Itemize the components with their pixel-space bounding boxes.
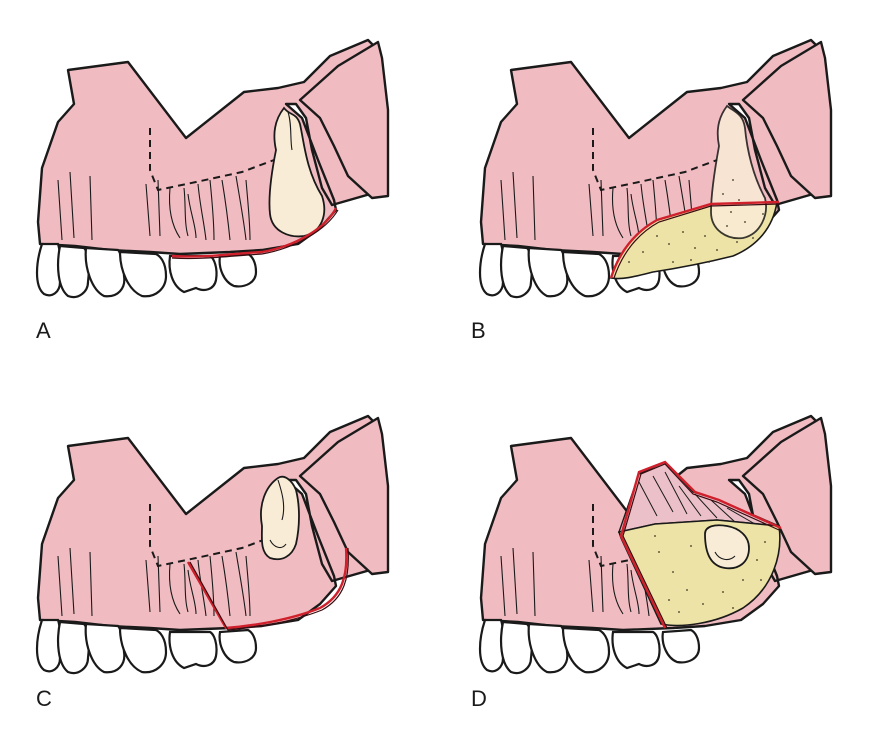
impacted-molar-c <box>261 477 299 559</box>
panel-label-c: C <box>36 686 52 711</box>
panel-d <box>471 416 831 711</box>
panel-a <box>36 40 388 343</box>
panel-b <box>471 40 831 343</box>
panel-label-a: A <box>36 318 51 343</box>
panel-label-b: B <box>471 318 486 343</box>
panel-label-d: D <box>471 686 487 711</box>
panel-c <box>36 416 388 711</box>
